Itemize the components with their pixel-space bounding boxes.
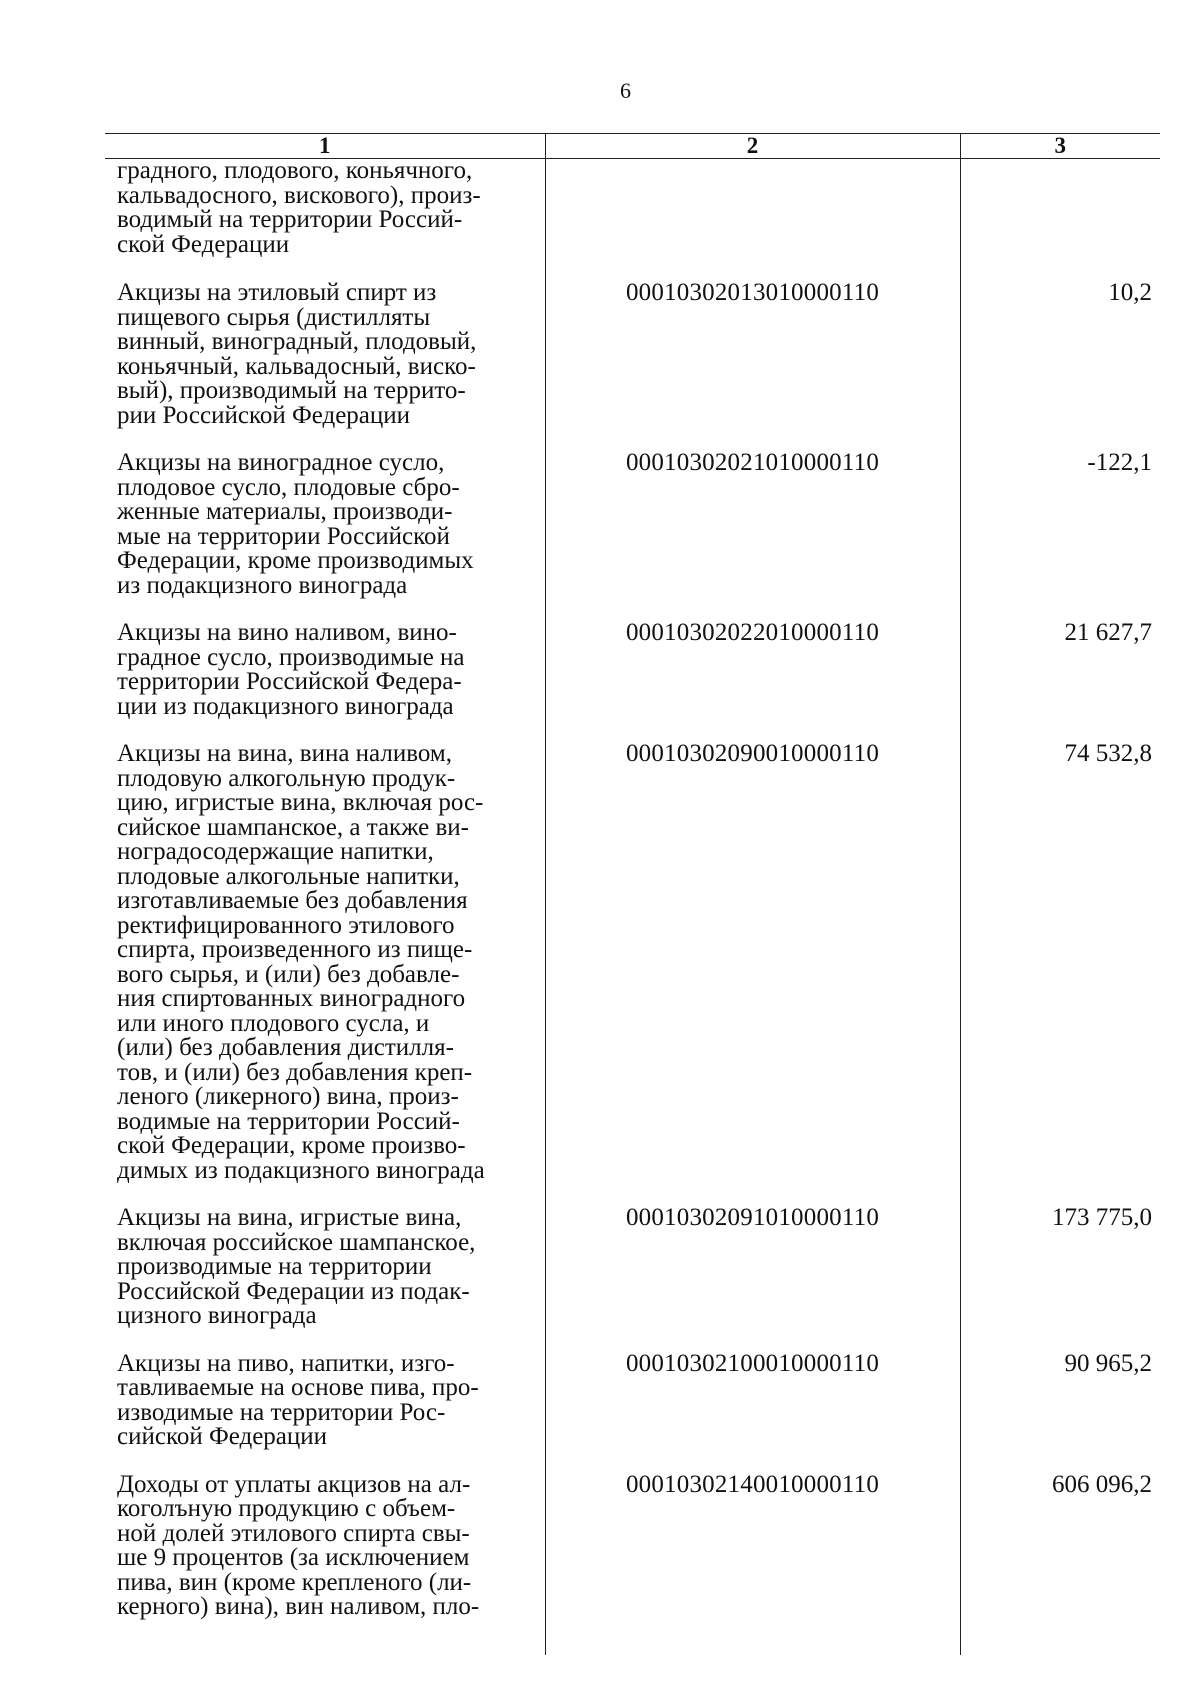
revenue-table	[105, 133, 1160, 1655]
table-row	[105, 1352, 1160, 1473]
revenue-name-line: или иного плодового сусла, и	[117, 1009, 430, 1037]
revenue-name-line: кальвадосного, вискового), произ-	[117, 181, 481, 209]
revenue-name-line: рии Российской Федерации	[117, 401, 411, 429]
revenue-name-line: Акцизы на виноградное сусло,	[117, 449, 445, 476]
revenue-name-line: ции из подакцизного винограда	[117, 692, 454, 720]
budget-code-cell: 00010302100010000110	[545, 1352, 960, 1473]
revenue-name-line: плодовую алкогольную продук-	[117, 764, 456, 792]
page-number: 6	[620, 78, 631, 103]
revenue-name-line: градного, плодового, коньячного,	[117, 157, 473, 184]
revenue-name-line: из подакцизного винограда	[117, 571, 408, 599]
budget-code-cell: 00010302013010000110	[545, 281, 960, 451]
amount-cell: 173 775,0	[1052, 1204, 1152, 1231]
revenue-name-cell	[105, 1349, 545, 1473]
column-header-1: 1	[105, 134, 545, 159]
revenue-name-line: изводимые на территории Рос-	[117, 1398, 446, 1426]
revenue-name-line: цизного винограда	[117, 1302, 317, 1329]
revenue-name-line: Российской Федерации из подак-	[117, 1277, 470, 1305]
revenue-name-line: Федерации, кроме производимых	[117, 547, 474, 574]
revenue-name-line: водимые на территории Россий-	[117, 1107, 460, 1135]
revenue-name-cell	[105, 1206, 545, 1352]
table-row	[105, 281, 1160, 451]
revenue-name-cell	[105, 159, 545, 282]
amount-cell	[960, 159, 1160, 282]
revenue-name-line: плодовое сусло, плодовые сбро-	[117, 473, 460, 501]
revenue-name-line: ской Федерации, кроме произво-	[117, 1132, 466, 1159]
revenue-name-line: ной долей этилового спирта свы-	[117, 1519, 470, 1547]
revenue-name-line: пива, вин (кроме крепленого (ли-	[117, 1568, 472, 1596]
revenue-name-line: тов, и (или) без добавления креп-	[117, 1058, 473, 1086]
table-row	[105, 451, 1160, 621]
budget-code-cell	[545, 159, 960, 282]
table-row	[105, 621, 1160, 742]
budget-code-cell: 00010302091010000110	[545, 1206, 960, 1352]
revenue-name-line: Акцизы на пиво, напитки, изго-	[117, 1349, 455, 1377]
amount-cell: 606 096,2	[1052, 1470, 1152, 1498]
budget-code-cell: 00010302140010000110	[545, 1473, 960, 1655]
revenue-name-line: тавливаемые на основе пива, про-	[117, 1374, 479, 1401]
table-row	[105, 742, 1160, 1206]
revenue-name-line: включая российское шампанское,	[117, 1228, 476, 1256]
revenue-name-line: керного) вина), вин наливом, пло-	[117, 1593, 480, 1620]
revenue-name-line: изготавливаемые без добавления	[117, 887, 468, 914]
revenue-name-line: территории Российской Федера-	[117, 668, 462, 695]
amount-cell: -122,1	[1087, 449, 1152, 476]
revenue-name-cell	[105, 742, 545, 1206]
revenue-name-line: ноградосодержащие напитки,	[117, 838, 434, 865]
revenue-name-line: коголъную продукцию с объем-	[117, 1495, 456, 1522]
column-header-2: 2	[545, 134, 960, 159]
revenue-name-line: пищевого сырья (дистилляты	[117, 303, 431, 331]
revenue-name-cell	[105, 281, 545, 451]
table-row-continuation	[105, 159, 1160, 282]
amount-cell: 10,2	[1108, 279, 1152, 306]
revenue-name-line: сийской Федерации	[117, 1423, 328, 1450]
revenue-name-line: винный, виноградный, плодовый,	[117, 328, 477, 355]
budget-code-cell: 00010302021010000110	[545, 451, 960, 621]
amount-cell: 74 532,8	[1064, 740, 1152, 767]
revenue-name-line: ректифицированного этилового	[117, 911, 455, 939]
revenue-name-line: производимые на территории	[117, 1253, 432, 1280]
table-header	[105, 134, 1160, 159]
revenue-name-line: Акцизы на этиловый спирт из	[117, 279, 437, 306]
table-row	[105, 1473, 1160, 1655]
column-header-3: 3	[960, 134, 1160, 159]
revenue-name-line: Акцизы на вино наливом, вино-	[117, 619, 457, 646]
amount-cell: 90 965,2	[1064, 1349, 1152, 1377]
revenue-name-line: леного (ликерного) вина, произ-	[117, 1083, 459, 1110]
revenue-name-line: мые на территории Российской	[117, 522, 450, 550]
budget-code-cell: 00010302090010000110	[545, 742, 960, 1206]
revenue-name-line: водимый на территории Россий-	[117, 206, 463, 233]
revenue-name-line: Акцизы на вина, вина наливом,	[117, 740, 452, 767]
revenue-name-line: женные материалы, производи-	[117, 498, 453, 525]
revenue-name-line: ше 9 процентов (за исключением	[117, 1544, 470, 1571]
revenue-name-line: вый), производимый на террито-	[117, 377, 466, 404]
revenue-name-line: вого сырья, и (или) без добавле-	[117, 960, 460, 988]
revenue-name-cell	[105, 451, 545, 621]
revenue-name-line: сийское шампанское, а также ви-	[117, 813, 469, 841]
revenue-name-line: ния спиртованных виноградного	[117, 985, 466, 1012]
table-row	[105, 1206, 1160, 1352]
revenue-name-cell	[105, 1470, 545, 1655]
revenue-name-line: (или) без добавления дистилля-	[117, 1034, 454, 1061]
revenue-name-line: Доходы от уплаты акцизов на ал-	[117, 1470, 471, 1498]
table-body	[105, 159, 1160, 1655]
revenue-name-line: димых из подакцизного винограда	[117, 1156, 485, 1184]
revenue-name-line: плодовые алкогольные напитки,	[117, 862, 460, 890]
amount-cell: 21 627,7	[1064, 619, 1152, 646]
revenue-name-line: Акцизы на вина, игристые вина,	[117, 1204, 462, 1231]
revenue-name-line: коньячный, кальвадосный, виско-	[117, 352, 476, 380]
revenue-name-cell	[105, 621, 545, 742]
revenue-name-line: градное сусло, производимые на	[117, 643, 465, 671]
budget-code-cell: 00010302022010000110	[545, 621, 960, 742]
revenue-name-line: цию, игристые вина, включая рос-	[117, 789, 484, 816]
revenue-name-line: спирта, произведенного из пище-	[117, 936, 473, 963]
header-row	[105, 134, 1160, 159]
revenue-name-line: ской Федерации	[117, 230, 290, 258]
